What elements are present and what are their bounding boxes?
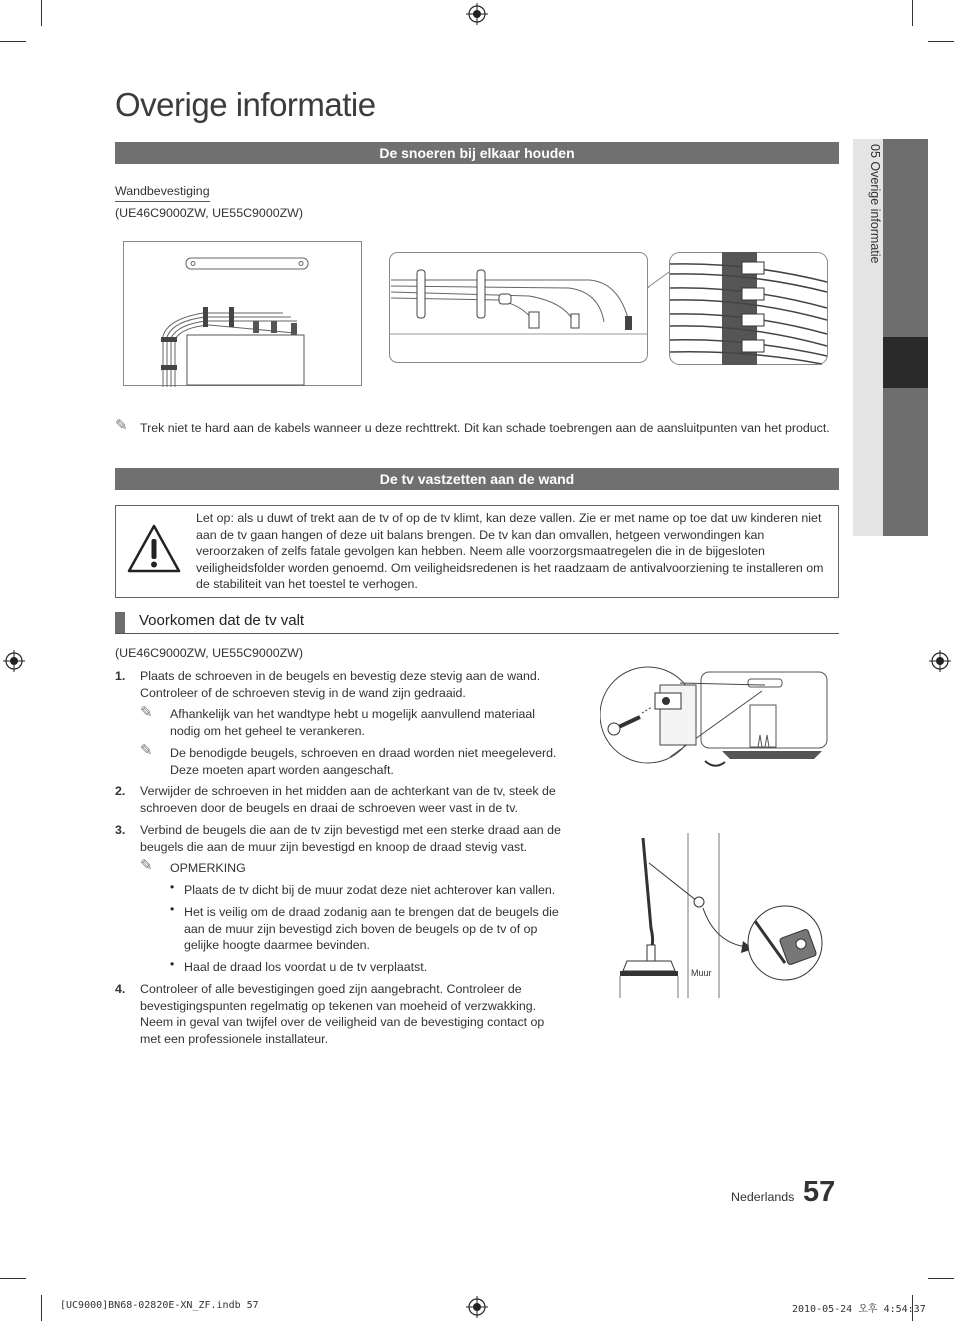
step-3-bullet-2: Het is veilig om de draad zodanig aan te brengen dat de beugels die aan de muur zijn bevestigd zich boven de beugels op de tv of op gelijke hoogte daarmee bevinden. — [184, 905, 559, 953]
figure-cable-clips — [389, 252, 649, 364]
registration-mark-icon — [466, 3, 488, 25]
registration-mark-icon — [3, 650, 25, 672]
step-1-note-2: De benodigde beugels, schroeven en draad worden niet meegeleverd. Deze moeten apart worden aangeschaft. — [170, 746, 557, 777]
heading-underline — [115, 633, 839, 634]
figure-bracket-screw — [600, 665, 832, 775]
figure-cable-routing — [123, 241, 363, 387]
bullet-icon: • — [170, 902, 175, 916]
page-number: 57 — [803, 1176, 836, 1208]
note-pencil-icon: ✎ — [140, 704, 153, 721]
crop-mark — [928, 1278, 954, 1279]
section-header-wall-fix: De tv vastzetten aan de wand — [115, 468, 839, 490]
crop-mark — [41, 1295, 42, 1321]
crop-mark — [41, 0, 42, 26]
note-pencil-icon: ✎ — [115, 417, 128, 434]
model-list-2: (UE46C9000ZW, UE55C9000ZW) — [115, 646, 303, 660]
step-2-text: Verwijder de schroeven in het midden aan de achterkant van de tv, steek de schroeven door de beugels en draai de schroeven weer vast in de tv. — [140, 784, 556, 815]
step-1-note-1: Afhankelijk van het wandtype hebt u mogelijk aanvullend materiaal nodig om het geheel te verankeren. — [170, 707, 536, 738]
crop-mark — [912, 0, 913, 26]
bullet-icon: • — [170, 957, 175, 971]
cable-note: Trek niet te hard aan de kabels wanneer u deze rechttrekt. Dit kan schade toebrengen aan de aansluitpunten van het product. — [140, 421, 830, 435]
warning-body: : als u duwt of trekt aan de tv of op de tv klimt, kan deze vallen. Zie er met name op toe dat uw kinderen niet aan de tv gaan hangen of deze uit balans brengen. De tv kan dan omvallen, hetgeen verwondingen kan veroorzaken of zelfs fatale gevolgen kan hebben. Neem alle voorzorgsmaatregelen die in de bijgesloten veiligheidsfolder worden genoemd. Om veiligheidsredenen is het raadzaam de antivalvoorziening te installeren om de stabiliteit van het toestel te verhogen. — [196, 511, 824, 592]
crop-mark — [0, 1278, 26, 1279]
registration-mark-icon — [929, 650, 951, 672]
step-number: 4. — [115, 982, 126, 996]
warning-text-block — [196, 510, 830, 593]
sidebar-chapter-label: 05 Overige informatie — [868, 144, 882, 264]
step-number: 3. — [115, 823, 126, 837]
crop-mark — [928, 41, 954, 42]
note-pencil-icon: ✎ — [140, 857, 153, 874]
step-3-bullet-3: Haal de draad los voordat u de tv verplaatst. — [184, 960, 428, 974]
sidebar-tab-active — [883, 337, 928, 388]
registration-mark-icon — [466, 1296, 488, 1318]
page-title: Overige informatie — [115, 86, 376, 123]
step-3-note-title: OPMERKING — [170, 861, 246, 875]
step-4-text: Controleer of alle bevestigingen goed zijn aangebracht. Controleer de bevestigingspunten regelmatig op tekenen van moeheid of verzwakking. Neem in geval van twijfel over de veiligheid van de bevestiging contact op met een professionele installateur. — [140, 982, 545, 1046]
step-3-bullet-1: Plaats de tv dicht bij de muur zodat deze niet achterover kan vallen. — [184, 883, 556, 897]
heading-marker — [115, 612, 125, 633]
footer-language: Nederlands — [731, 1190, 795, 1204]
model-list: (UE46C9000ZW, UE55C9000ZW) — [115, 206, 303, 220]
warning-triangle-icon — [126, 523, 182, 575]
wall-label: Muur — [691, 968, 712, 978]
section-header-cords: De snoeren bij elkaar houden — [115, 142, 839, 164]
step-1-text: Plaats de schroeven in de beugels en bevestig deze stevig aan de wand. Controleer of de schroeven stevig in de wand zijn gedraaid. — [140, 669, 541, 700]
subtitle-wall-mount: Wandbevestiging — [115, 183, 210, 202]
step-number: 1. — [115, 669, 126, 683]
footer-file: [UC9000]BN68-02820E-XN_ZF.indb 57 — [60, 1300, 259, 1311]
footer-date: 2010-05-24 오후 4:54:37 — [792, 1304, 926, 1315]
subsection-heading: Voorkomen dat de tv valt — [139, 612, 305, 629]
warning-label: Let op — [196, 511, 231, 525]
bullet-icon: • — [170, 880, 175, 894]
step-3-text: Verbind de beugels die aan de tv zijn bevestigd met een sterke draad aan de beugels die aan de muur zijn bevestigd en knoop de draad stevig vast. — [140, 823, 561, 854]
note-pencil-icon: ✎ — [140, 742, 153, 759]
figure-tv-wall-wire — [615, 833, 827, 998]
crop-mark — [0, 41, 26, 42]
step-number: 2. — [115, 784, 126, 798]
figure-clip-detail — [647, 252, 829, 366]
